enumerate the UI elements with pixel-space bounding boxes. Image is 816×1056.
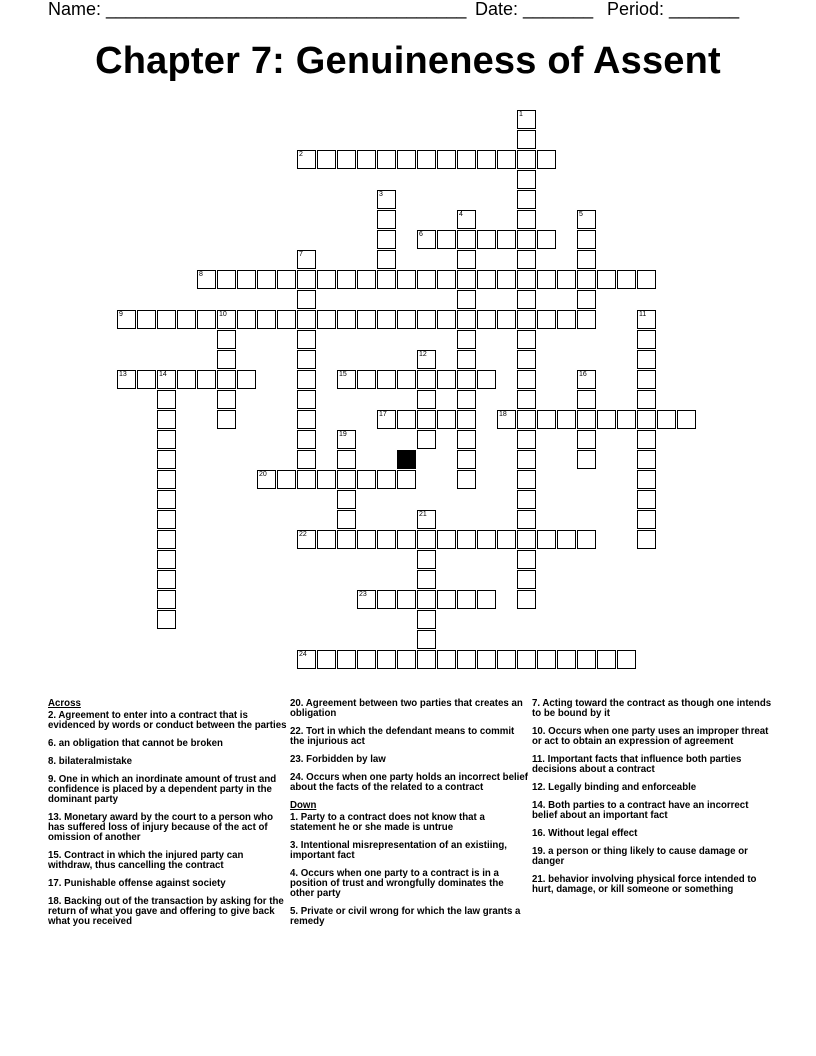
grid-cell[interactable]	[217, 310, 236, 329]
grid-cell[interactable]	[217, 330, 236, 349]
clue-number: 13	[119, 371, 127, 378]
clue-number: 9	[119, 311, 123, 318]
grid-cell[interactable]	[357, 530, 376, 549]
grid-cell[interactable]	[377, 150, 396, 169]
grid-cell[interactable]	[537, 410, 556, 429]
grid-cell[interactable]	[457, 470, 476, 489]
grid-cell[interactable]	[517, 490, 536, 509]
grid-cell[interactable]	[557, 650, 576, 669]
grid-cell[interactable]	[537, 150, 556, 169]
grid-cell[interactable]	[337, 450, 356, 469]
grid-cell[interactable]	[337, 370, 356, 389]
grid-cell[interactable]	[157, 550, 176, 569]
grid-cell[interactable]	[417, 530, 436, 549]
clue-number: 5	[579, 211, 583, 218]
grid-cell[interactable]	[337, 510, 356, 529]
grid-cell[interactable]	[377, 310, 396, 329]
grid-cell[interactable]	[457, 330, 476, 349]
clue-down-16: 16. Without legal effect	[532, 828, 638, 839]
grid-cell[interactable]	[417, 390, 436, 409]
grid-cell[interactable]	[277, 310, 296, 329]
clue-down-11: 11. Important facts that influence both parties decisions about a contract	[532, 754, 742, 775]
grid-cell[interactable]	[157, 410, 176, 429]
clue-across-6: 6. an obligation that cannot be broken	[48, 738, 223, 749]
grid-cell[interactable]	[257, 470, 276, 489]
clue-across-8: 8. bilateralmistake	[48, 756, 133, 767]
clue-number: 23	[359, 591, 367, 598]
grid-cell[interactable]	[477, 530, 496, 549]
grid-cell[interactable]	[517, 570, 536, 589]
grid-cell[interactable]	[357, 590, 376, 609]
grid-cell[interactable]	[217, 270, 236, 289]
grid-cell[interactable]	[517, 590, 536, 609]
grid-cell[interactable]	[517, 510, 536, 529]
grid-cell[interactable]	[197, 310, 216, 329]
grid-cell[interactable]	[237, 310, 256, 329]
clue-across-9: 9. One in which an inordinate amount of trust and confidence is placed by a dependent party in the dominant party	[48, 774, 277, 805]
grid-cell[interactable]	[397, 150, 416, 169]
grid-cell[interactable]	[157, 610, 176, 629]
grid-cell[interactable]	[517, 150, 536, 169]
grid-cell[interactable]	[397, 270, 416, 289]
grid-cell[interactable]	[397, 470, 416, 489]
grid-cell[interactable]	[417, 270, 436, 289]
grid-cell[interactable]	[537, 230, 556, 249]
grid-cell[interactable]	[377, 210, 396, 229]
grid-cell[interactable]	[337, 470, 356, 489]
clue-column-2	[290, 699, 530, 935]
grid-cell[interactable]	[637, 330, 656, 349]
down-heading: Down	[290, 800, 317, 811]
grid-cell[interactable]	[637, 270, 656, 289]
clue-number: 6	[419, 231, 423, 238]
grid-cell[interactable]	[437, 410, 456, 429]
grid-cell[interactable]	[357, 470, 376, 489]
grid-cell[interactable]	[597, 410, 616, 429]
grid-cell[interactable]	[237, 370, 256, 389]
grid-cell[interactable]	[477, 310, 496, 329]
clue-column-3	[532, 699, 772, 903]
clue-down-3: 3. Intentional misrepresentation of an existiing, important fact	[290, 840, 507, 861]
grid-cell[interactable]	[297, 150, 316, 169]
grid-cell[interactable]	[517, 470, 536, 489]
grid-cell[interactable]	[577, 430, 596, 449]
grid-cell[interactable]	[397, 530, 416, 549]
clue-across-17: 17. Punishable offense against society	[48, 878, 226, 889]
grid-cell[interactable]	[637, 390, 656, 409]
grid-cell[interactable]	[517, 110, 536, 129]
grid-cell[interactable]	[517, 430, 536, 449]
grid-cell[interactable]	[517, 210, 536, 229]
clue-number: 11	[639, 311, 647, 318]
clue-number: 8	[199, 271, 203, 278]
grid-cell[interactable]	[437, 150, 456, 169]
grid-cell[interactable]	[637, 410, 656, 429]
grid-cell[interactable]	[317, 150, 336, 169]
grid-cell[interactable]	[297, 470, 316, 489]
grid-cell[interactable]	[417, 410, 436, 429]
grid-cell[interactable]	[237, 270, 256, 289]
grid-cell[interactable]	[417, 430, 436, 449]
grid-cell[interactable]	[197, 270, 216, 289]
grid-cell[interactable]	[317, 310, 336, 329]
grid-cell[interactable]	[217, 410, 236, 429]
clue-number: 2	[299, 151, 303, 158]
grid-cell[interactable]	[277, 270, 296, 289]
grid-cell[interactable]	[257, 270, 276, 289]
grid-cell[interactable]	[297, 390, 316, 409]
grid-cell[interactable]	[537, 270, 556, 289]
grid-cell[interactable]	[457, 290, 476, 309]
grid-cell[interactable]	[377, 230, 396, 249]
grid-cell[interactable]	[457, 250, 476, 269]
grid-cell[interactable]	[457, 530, 476, 549]
grid-cell[interactable]	[157, 590, 176, 609]
grid-cell[interactable]	[397, 370, 416, 389]
grid-cell[interactable]	[577, 410, 596, 429]
grid-cell[interactable]	[437, 650, 456, 669]
grid-cell[interactable]	[497, 270, 516, 289]
grid-cell[interactable]	[377, 410, 396, 429]
grid-cell[interactable]	[517, 390, 536, 409]
grid-cell[interactable]	[157, 490, 176, 509]
grid-cell[interactable]	[217, 370, 236, 389]
across-heading: Across	[48, 698, 81, 709]
clue-across-22: 22. Tort in which the defendant means to commit the injurious act	[290, 726, 515, 747]
clue-number: 12	[419, 351, 427, 358]
grid-cell[interactable]	[137, 310, 156, 329]
grid-cell[interactable]	[457, 310, 476, 329]
black-cell	[397, 450, 416, 469]
grid-cell[interactable]	[417, 370, 436, 389]
grid-cell[interactable]	[517, 130, 536, 149]
clue-down-4: 4. Occurs when one party to a contract is in a position of trust and wrongfully dominates the other party	[290, 868, 504, 899]
grid-cell[interactable]	[477, 230, 496, 249]
grid-cell[interactable]	[377, 590, 396, 609]
grid-cell[interactable]	[537, 650, 556, 669]
grid-cell[interactable]	[297, 270, 316, 289]
page-title: Chapter 7: Genuineness of Assent	[95, 40, 721, 82]
grid-cell[interactable]	[417, 650, 436, 669]
grid-cell[interactable]	[457, 150, 476, 169]
clue-down-12: 12. Legally binding and enforceable	[532, 782, 697, 793]
grid-cell[interactable]	[357, 150, 376, 169]
grid-cell[interactable]	[637, 350, 656, 369]
grid-cell[interactable]	[677, 410, 696, 429]
grid-cell[interactable]	[477, 590, 496, 609]
grid-cell[interactable]	[417, 310, 436, 329]
grid-cell[interactable]	[417, 510, 436, 529]
grid-cell[interactable]	[217, 390, 236, 409]
grid-cell[interactable]	[437, 230, 456, 249]
grid-cell[interactable]	[337, 490, 356, 509]
grid-cell[interactable]	[357, 310, 376, 329]
clue-across-15: 15. Contract in which the injured party can withdraw, thus cancelling the contract	[48, 850, 244, 871]
grid-cell[interactable]	[577, 210, 596, 229]
grid-cell[interactable]	[157, 310, 176, 329]
grid-cell[interactable]	[177, 370, 196, 389]
grid-cell[interactable]	[577, 250, 596, 269]
grid-cell[interactable]	[577, 270, 596, 289]
grid-cell[interactable]	[517, 270, 536, 289]
grid-cell[interactable]	[337, 430, 356, 449]
grid-cell[interactable]	[157, 530, 176, 549]
grid-cell[interactable]	[637, 430, 656, 449]
grid-cell[interactable]	[457, 270, 476, 289]
grid-cell[interactable]	[637, 310, 656, 329]
grid-cell[interactable]	[437, 310, 456, 329]
grid-cell[interactable]	[517, 370, 536, 389]
clue-number: 4	[459, 211, 463, 218]
grid-cell[interactable]	[577, 290, 596, 309]
grid-cell[interactable]	[537, 310, 556, 329]
grid-cell[interactable]	[577, 230, 596, 249]
grid-cell[interactable]	[157, 570, 176, 589]
grid-cell[interactable]	[477, 370, 496, 389]
clue-number: 18	[499, 411, 507, 418]
grid-cell[interactable]	[537, 530, 556, 549]
clue-number: 22	[299, 531, 307, 538]
clue-number: 15	[339, 371, 347, 378]
grid-cell[interactable]	[437, 590, 456, 609]
clue-down-5: 5. Private or civil wrong for which the law grants a remedy	[290, 906, 521, 927]
grid-cell[interactable]	[457, 430, 476, 449]
grid-cell[interactable]	[397, 310, 416, 329]
grid-cell[interactable]	[497, 230, 516, 249]
date-field[interactable]: Date: _______	[475, 0, 594, 19]
clue-number: 14	[159, 371, 167, 378]
grid-cell[interactable]	[577, 310, 596, 329]
grid-cell[interactable]	[297, 430, 316, 449]
grid-cell[interactable]	[377, 650, 396, 669]
clue-down-10: 10. Occurs when one party uses an improper threat or act to obtain an expression of agreement	[532, 726, 769, 747]
grid-cell[interactable]	[437, 270, 456, 289]
clue-number: 19	[339, 431, 347, 438]
grid-cell[interactable]	[177, 310, 196, 329]
clue-down-7: 7. Acting toward the contract as though one intends to be bound by it	[532, 698, 772, 719]
grid-cell[interactable]	[277, 470, 296, 489]
grid-cell[interactable]	[637, 470, 656, 489]
grid-cell[interactable]	[457, 590, 476, 609]
grid-cell[interactable]	[217, 350, 236, 369]
clue-across-18: 18. Backing out of the transaction by asking for the return of what you gave and offering to give back what you received	[48, 896, 284, 927]
period-field[interactable]: Period: _______	[607, 0, 740, 19]
grid-cell[interactable]	[417, 230, 436, 249]
grid-cell[interactable]	[397, 410, 416, 429]
clue-across-13: 13. Monetary award by the court to a person who has suffered loss of injury because of the act of omission of another	[48, 812, 274, 843]
grid-cell[interactable]	[497, 410, 516, 429]
clue-number: 16	[579, 371, 587, 378]
grid-cell[interactable]	[397, 590, 416, 609]
grid-cell[interactable]	[417, 590, 436, 609]
grid-cell[interactable]	[157, 470, 176, 489]
grid-cell[interactable]	[417, 150, 436, 169]
grid-cell[interactable]	[297, 450, 316, 469]
grid-cell[interactable]	[517, 190, 536, 209]
grid-cell[interactable]	[557, 530, 576, 549]
grid-cell[interactable]	[157, 510, 176, 529]
grid-cell[interactable]	[297, 290, 316, 309]
grid-cell[interactable]	[157, 390, 176, 409]
grid-cell[interactable]	[617, 650, 636, 669]
clue-number: 24	[299, 651, 307, 658]
grid-cell[interactable]	[357, 270, 376, 289]
grid-cell[interactable]	[577, 450, 596, 469]
grid-cell[interactable]	[517, 230, 536, 249]
grid-cell[interactable]	[357, 650, 376, 669]
grid-cell[interactable]	[557, 410, 576, 429]
grid-cell[interactable]	[457, 450, 476, 469]
grid-cell[interactable]	[337, 650, 356, 669]
clue-number: 21	[419, 511, 427, 518]
clue-number: 7	[299, 251, 303, 258]
clue-column-1	[48, 699, 288, 935]
grid-cell[interactable]	[377, 530, 396, 549]
clue-across-24: 24. Occurs when one party holds an incorrect belief about the facts of the related to a contract	[290, 772, 528, 793]
grid-cell[interactable]	[497, 150, 516, 169]
name-field[interactable]: Name: ____________________________________	[48, 0, 467, 19]
grid-cell[interactable]	[417, 630, 436, 649]
grid-cell[interactable]	[577, 390, 596, 409]
grid-cell[interactable]	[457, 390, 476, 409]
grid-cell[interactable]	[517, 290, 536, 309]
grid-cell[interactable]	[657, 410, 676, 429]
grid-cell[interactable]	[357, 370, 376, 389]
grid-cell[interactable]	[417, 350, 436, 369]
grid-cell[interactable]	[577, 650, 596, 669]
grid-cell[interactable]	[377, 470, 396, 489]
grid-cell[interactable]	[297, 310, 316, 329]
grid-cell[interactable]	[397, 650, 416, 669]
grid-cell[interactable]	[417, 610, 436, 629]
clue-down-1: 1. Party to a contract does not know that a statement he or she made is untrue	[290, 812, 485, 833]
grid-cell[interactable]	[517, 410, 536, 429]
grid-cell[interactable]	[157, 430, 176, 449]
grid-cell[interactable]	[617, 270, 636, 289]
grid-cell[interactable]	[457, 350, 476, 369]
grid-cell[interactable]	[117, 310, 136, 329]
grid-cell[interactable]	[477, 650, 496, 669]
grid-cell[interactable]	[557, 270, 576, 289]
grid-cell[interactable]	[457, 410, 476, 429]
grid-cell[interactable]	[577, 530, 596, 549]
clue-across-2: 2. Agreement to enter into a contract that is evidenced by words or conduct between the parties	[48, 710, 287, 731]
clue-number: 1	[519, 111, 523, 118]
grid-cell[interactable]	[117, 370, 136, 389]
grid-cell[interactable]	[497, 650, 516, 669]
grid-cell[interactable]	[637, 370, 656, 389]
grid-cell[interactable]	[637, 510, 656, 529]
grid-cell[interactable]	[517, 250, 536, 269]
grid-cell[interactable]	[337, 530, 356, 549]
grid-cell[interactable]	[457, 210, 476, 229]
grid-cell[interactable]	[337, 270, 356, 289]
grid-cell[interactable]	[517, 330, 536, 349]
grid-cell[interactable]	[597, 270, 616, 289]
grid-cell[interactable]	[297, 650, 316, 669]
grid-cell[interactable]	[317, 650, 336, 669]
grid-cell[interactable]	[477, 270, 496, 289]
grid-cell[interactable]	[297, 410, 316, 429]
grid-cell[interactable]	[497, 310, 516, 329]
grid-cell[interactable]	[457, 650, 476, 669]
clue-down-19: 19. a person or thing likely to cause damage or danger	[532, 846, 748, 867]
grid-cell[interactable]	[577, 370, 596, 389]
grid-cell[interactable]	[377, 190, 396, 209]
grid-cell[interactable]	[317, 530, 336, 549]
grid-cell[interactable]	[377, 370, 396, 389]
grid-cell[interactable]	[337, 310, 356, 329]
grid-cell[interactable]	[377, 250, 396, 269]
grid-cell[interactable]	[457, 370, 476, 389]
grid-cell[interactable]	[477, 150, 496, 169]
grid-cell[interactable]	[517, 170, 536, 189]
grid-cell[interactable]	[597, 650, 616, 669]
grid-cell[interactable]	[617, 410, 636, 429]
grid-cell[interactable]	[417, 570, 436, 589]
clue-number: 3	[379, 191, 383, 198]
grid-cell[interactable]	[297, 350, 316, 369]
grid-cell[interactable]	[337, 150, 356, 169]
grid-cell[interactable]	[317, 470, 336, 489]
grid-cell[interactable]	[297, 330, 316, 349]
grid-cell[interactable]	[257, 310, 276, 329]
grid-cell[interactable]	[517, 530, 536, 549]
grid-cell[interactable]	[457, 230, 476, 249]
grid-cell[interactable]	[497, 530, 516, 549]
grid-cell[interactable]	[317, 270, 336, 289]
grid-cell[interactable]	[417, 550, 436, 569]
grid-cell[interactable]	[517, 650, 536, 669]
grid-cell[interactable]	[157, 450, 176, 469]
clue-number: 10	[219, 311, 227, 318]
grid-cell[interactable]	[637, 490, 656, 509]
grid-cell[interactable]	[517, 450, 536, 469]
grid-cell[interactable]	[297, 370, 316, 389]
clue-across-20: 20. Agreement between two parties that creates an obligation	[290, 698, 523, 719]
clue-number: 20	[259, 471, 267, 478]
grid-cell[interactable]	[437, 530, 456, 549]
grid-cell[interactable]	[157, 370, 176, 389]
grid-cell[interactable]	[557, 310, 576, 329]
clue-down-14: 14. Both parties to a contract have an incorrect belief about an important fact	[532, 800, 749, 821]
grid-cell[interactable]	[377, 270, 396, 289]
grid-cell[interactable]	[197, 370, 216, 389]
grid-cell[interactable]	[297, 530, 316, 549]
clue-across-23: 23. Forbidden by law	[290, 754, 386, 765]
grid-cell[interactable]	[517, 350, 536, 369]
grid-cell[interactable]	[637, 450, 656, 469]
grid-cell[interactable]	[637, 530, 656, 549]
grid-cell[interactable]	[137, 370, 156, 389]
clue-down-21: 21. behavior involving physical force intended to hurt, damage, or kill someone or something	[532, 874, 757, 895]
grid-cell[interactable]	[517, 310, 536, 329]
clue-number: 17	[379, 411, 387, 418]
grid-cell[interactable]	[297, 250, 316, 269]
grid-cell[interactable]	[517, 550, 536, 569]
grid-cell[interactable]	[437, 370, 456, 389]
